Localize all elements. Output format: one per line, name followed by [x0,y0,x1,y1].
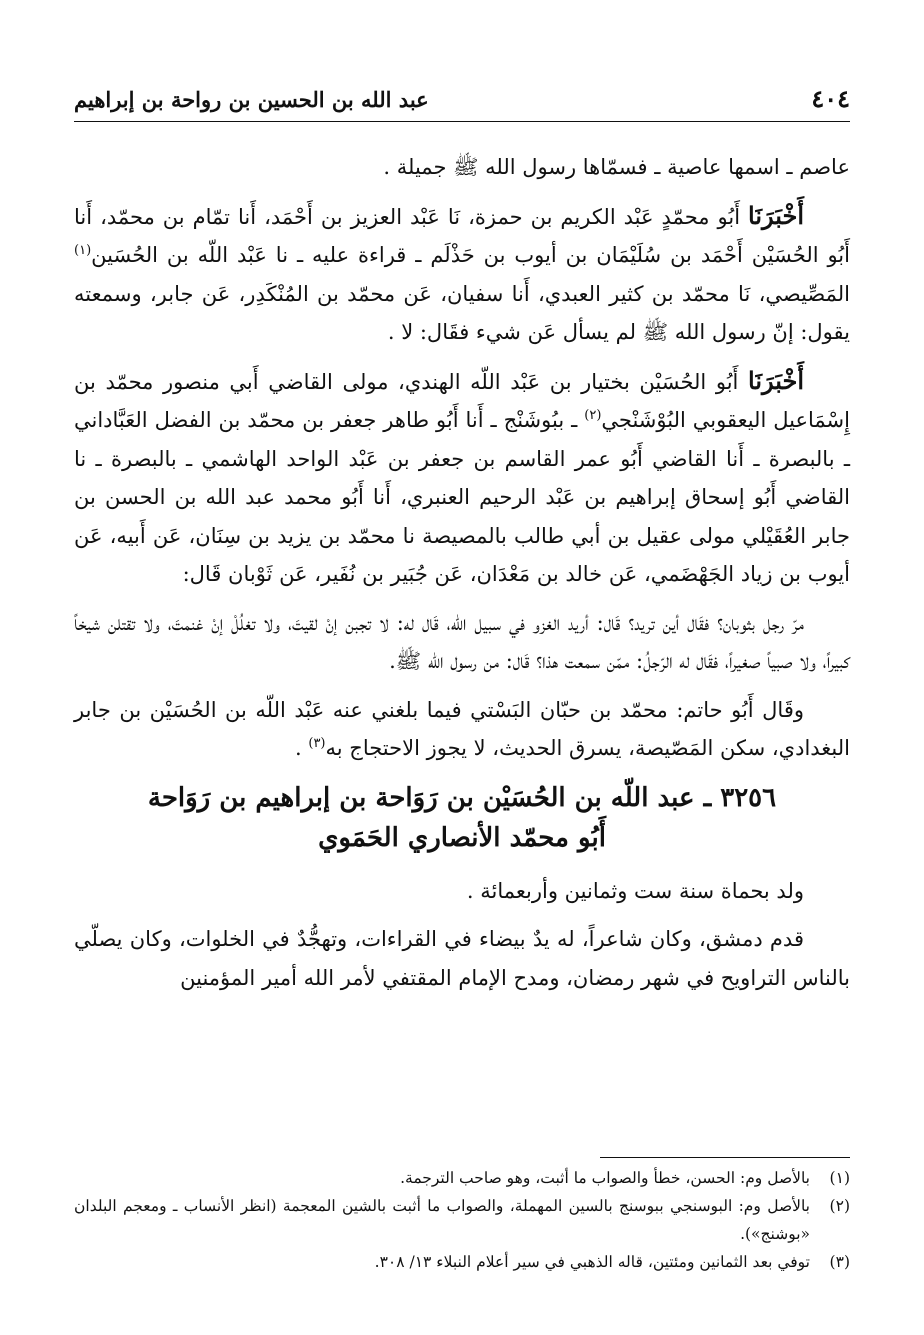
page-header [74,84,850,120]
header-rule [74,121,850,122]
paragraph: وقَال أَبُو حاتم: محمّد بن حبّان البَسْتي فيما بلغني عنه عَبْد اللّه بن الحُسَيْن بن جابر البغدادي، سكن المَصّيصة، يسرق الحديث، لا يجوز الاحتجاج به$^{(٣)}$ . [74,697,850,760]
footnote-ref[interactable]: (٣) [308,736,326,751]
footnote-text: توفي بعد الثمانين ومئتين، قاله الذهبي في سير أعلام النبلاء ١٣/ ٣٠٨. [374,1253,810,1271]
paragraph: أَخْبَرَنَا أَبُو الحُسَيْن بختيار بن عَبْد اللّه الهندي، مولى القاضي أَبي منصور محمّد بن إِسْمَاعيل اليعقوبي البُوْشَنْجي$^{(٢)}$ ـ ببُوشَنْج ـ أَنا أَبُو طاهر جعفر بن محمّد بن الفضل العَبَّاداني ـ بالبصرة ـ أَنا القاضي أَبُو عمر القاسم بن جعفر بن عَبْد الواحد الهاشمي ـ بالبصرة ـ نا القاضي أَبُو إسحاق إبراهيم بن عَبْد الرحيم العنبري، أَنا أَبُو محمد عبد الله بن الحسن بن جابر العُقَيْلي مولى عقيل بن أبي طالب بالمصيصة نا محمّد بن يزيد بن سِنَان، عَن أَبيه، عَن أيوب بن زياد الجَهْضَمي، عَن خالد بن مَعْدَان، عَن جُبَير بن نُفَير، عَن ثَوْبان قَال: [74,365,850,586]
footnote-ref[interactable]: (١) [74,243,92,258]
footnotes [74,1164,850,1276]
keyword-akhbarana: أَخْبَرَنَا [748,365,804,395]
paragraph: عاصم ـ اسمها عاصية ـ فسمّاها رسول الله ﷺ جميلة . [383,155,850,179]
footnote [74,1192,850,1248]
paragraph: قدم دمشق، وكان شاعراً، له يدٌ بيضاء في القراءات، وتهجُّدٌ في الخلوات، وكان يصلّي بالناس التراويح في شهر رمضان، ومدح الإمام المقتفي لأمر الله أمير المؤمنين [74,927,850,990]
footnote [74,1248,850,1276]
page-number: ٤٠٤ [811,84,850,113]
entry-heading-line1: ٣٢٥٦ ـ عبد اللّه بن الحُسَيْن بن رَوَاحة بن إبراهيم بن رَوَاحة [147,782,777,813]
running-title: عبد الله بن الحسين بن رواحة بن إبراهيم [74,87,429,112]
paragraph: أَخْبَرَنَا أَبُو محمّدٍ عَبْد الكريم بن حمزة، نَا عَبْد العزيز بن أَحْمَد، أَنا تمّام بن محمّد، أَنا أَبُو الحُسَيْن أَحْمَد بن سُلَيْمَان بن أيوب بن حَذْلَم ـ قراءة عليه ـ نا عَبْد اللّه بن الحُسَين$^{(١)}$ المَصِّيصي، نَا محمّد بن كثير العبدي، أَنا سفيان، عَن محمّد بن المُنْكَدِر، عَن جابر، وسمعته يقول: إنّ رسول الله ﷺ لم يسأل عَن شيء فقَال: لا . [74,200,850,344]
footnote-ref[interactable]: (٢) [584,408,602,423]
footnote-number: (٢) [829,1197,850,1215]
footnote-number: (٣) [829,1253,850,1271]
entry-heading [74,778,850,858]
footnote-text: بالأصل وم: الحسن، خطأ والصواب ما أثبت، وهو صاحب الترجمة. [400,1169,810,1187]
paragraph: ولد بحماة سنة ست وثمانين وأربعمائة . [466,878,804,903]
keyword-akhbarana: أَخْبَرَنَا [748,200,804,230]
paragraph: مرّ رجل بثوبان؟ فقَال أين تريد؟ قَال: أريد الغزو في سبيل الله، قَال له: لا تجبن إنْ لقيتَ، ولا تغلُلْ إنْ غنمتَ، ولا تقتلن شيخاً كبيراً، ولا صبياً صغيراً، فقَال له الرّجلُ: ممّن سمعت هذا؟ قَال: من رسول الله ﷺ. [74,610,850,673]
footnote [74,1164,850,1192]
entry-heading-line2: أَبُو محمّد الأنصاري الحَمَوي [318,822,606,853]
footnote-number: (١) [829,1169,850,1187]
main-text [74,148,850,1007]
footnote-text: بالأصل وم: البوسنجي ببوسنج بالسين المهملة، والصواب ما أثبت بالشين المعجمة (انظر الأنساب ـ ومعجم البلدان «بوشنج»). [74,1197,810,1243]
footnote-rule [600,1157,850,1158]
